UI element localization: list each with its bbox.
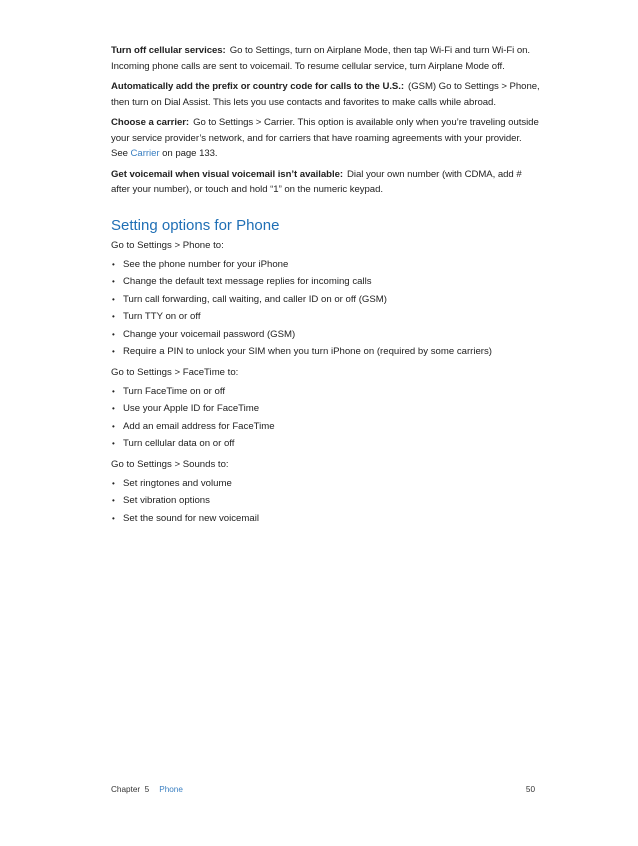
list-item: • Require a PIN to unlock your SIM when you turn iPhone on (required by some carriers) bbox=[111, 343, 541, 361]
list-item: • Change your voicemail password (GSM) bbox=[111, 326, 541, 344]
chapter-title-link[interactable]: Phone bbox=[159, 785, 183, 794]
tip-dial-assist bbox=[111, 79, 541, 110]
tip-carrier bbox=[111, 115, 541, 162]
page-number: 50 bbox=[525, 785, 535, 794]
list-item: • See the phone number for your iPhone bbox=[111, 256, 541, 274]
tip-cellular bbox=[111, 43, 541, 74]
tip-voicemail bbox=[111, 167, 541, 198]
list-item: • Set vibration options bbox=[111, 492, 541, 510]
chapter-label: Chapter 5 bbox=[111, 785, 150, 794]
tip-text: Go to Settings > Carrier. This option is available only when you’re traveling outside your service provider’s network, and for carriers that have roaming agreements with your provider. See bbox=[111, 117, 539, 159]
list-item: • Turn TTY on or off bbox=[111, 308, 541, 326]
page-content bbox=[111, 43, 541, 531]
sounds-options-list bbox=[111, 475, 541, 528]
tip-text: Go to Settings, turn on Airplane Mode, then tap Wi-Fi and turn Wi-Fi on. Incoming phone calls are sent to voicemail. To resume cellular service, turn Airplane Mode off. bbox=[111, 45, 531, 72]
group-intro-facetime: Go to Settings > FaceTime to: bbox=[111, 366, 239, 378]
tip-heading: Automatically add the prefix or country code for calls to the U.S.: bbox=[111, 81, 405, 92]
group-intro-sounds: Go to Settings > Sounds to: bbox=[111, 458, 229, 470]
section-title: Setting options for Phone bbox=[111, 216, 280, 234]
tip-heading: Get voicemail when visual voicemail isn’t available: bbox=[111, 168, 344, 180]
list-item: • Set ringtones and volume bbox=[111, 475, 541, 493]
list-item: • Change the default text message replies for incoming calls bbox=[111, 273, 541, 291]
tip-heading: Turn off cellular services: bbox=[111, 45, 226, 56]
tip-heading: Choose a carrier: bbox=[111, 117, 190, 128]
list-item: • Turn cellular data on or off bbox=[111, 435, 541, 453]
tip-text: (GSM) Go to Settings > Phone, then turn on Dial Assist. This lets you use contacts and favorites to make calls while abroad. bbox=[111, 81, 540, 108]
facetime-options-list bbox=[111, 383, 541, 453]
phone-options-list bbox=[111, 256, 541, 361]
page-footer bbox=[111, 785, 535, 794]
tip-text: Dial your own number (with CDMA, add # after your number), or touch and hold “1” on the numeric keypad. bbox=[111, 168, 522, 195]
tip-text: on page 133. bbox=[159, 148, 218, 159]
list-item: • Set the sound for new voicemail bbox=[111, 510, 541, 528]
list-item: • Turn FaceTime on or off bbox=[111, 383, 541, 401]
list-item: • Use your Apple ID for FaceTime bbox=[111, 400, 541, 418]
list-item: • Add an email address for FaceTime bbox=[111, 418, 541, 436]
list-item: • Turn call forwarding, call waiting, and caller ID on or off (GSM) bbox=[111, 291, 541, 309]
carrier-link[interactable]: Carrier bbox=[130, 148, 160, 159]
group-intro-phone: Go to Settings > Phone to: bbox=[111, 239, 224, 251]
